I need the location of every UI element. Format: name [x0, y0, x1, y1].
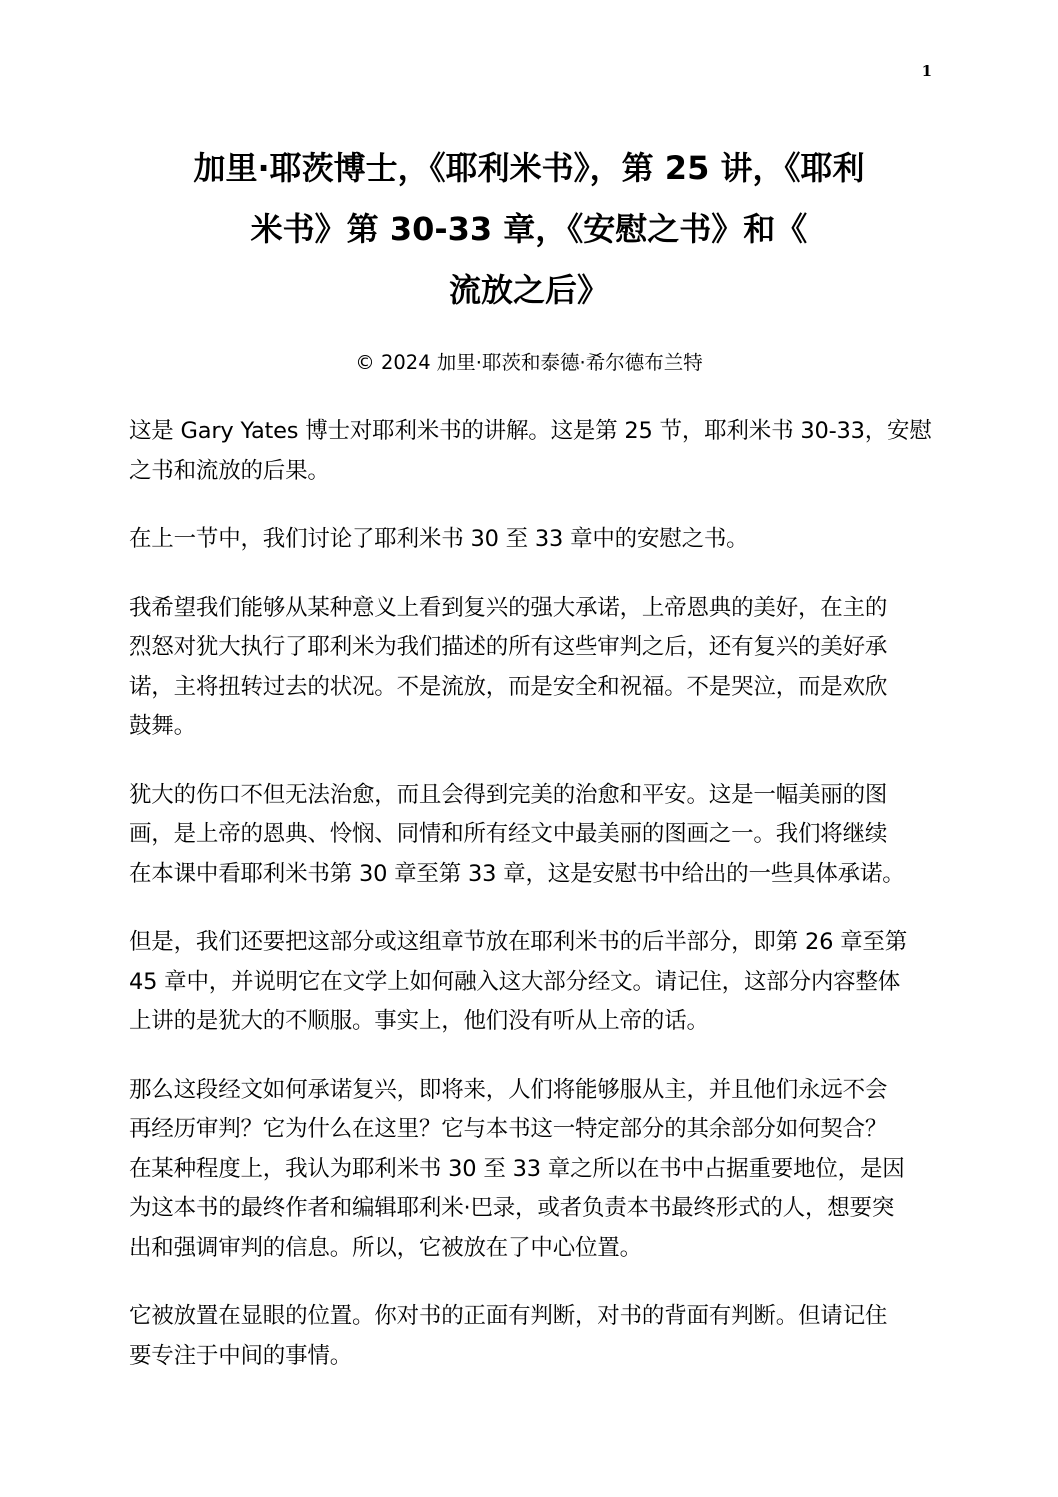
paragraph-line: 出和强调审判的信息。所以，它被放在了中心位置。 [129, 1234, 642, 1261]
paragraph-line: 为这本书的最终作者和编辑耶利米·巴录，或者负责本书最终形式的人，想要突 [129, 1195, 895, 1221]
paragraph-line: 犹大的伤口不但无法治愈，而且会得到完美的治愈和平安。这是一幅美丽的图 [129, 781, 888, 808]
paragraph-line: 再经历审判？它为什么在这里？它与本书这一特定部分的其余部分如何契合？ [129, 1116, 888, 1142]
copyright-notice: © 2024 加里·耶茨和泰德·希尔德布兰特 [355, 351, 703, 374]
paragraph [129, 923, 929, 1042]
paragraph [129, 1071, 929, 1269]
paragraph-line: 之书和流放的后果。 [129, 457, 330, 484]
paragraph-line: 我希望我们能够从某种意义上看到复兴的强大承诺，上帝恩典的美好，在主的 [129, 594, 888, 621]
paragraph-line: 但是，我们还要把这部分或这组章节放在耶利米书的后半部分，即第 26 章至第 [129, 929, 908, 955]
paragraph [129, 520, 929, 560]
document-title [110, 138, 948, 321]
paragraph-line: 它被放置在显眼的位置。你对书的正面有判断，对书的背面有判断。但请记住 [129, 1303, 888, 1329]
paragraph-line: 在上一节中，我们讨论了耶利米书 30 至 33 章中的安慰之书。 [129, 526, 749, 552]
title-line: 流放之后》 [448, 271, 609, 309]
paragraph [129, 1297, 929, 1376]
paragraph-line: 那么这段经文如何承诺复兴，即将来，人们将能够服从主，并且他们永远不会 [129, 1076, 888, 1103]
page-number: 1 [921, 62, 932, 80]
paragraph-line: 45 章中，并说明它在文学上如何融入这大部分经文。请记住，这部分内容整体 [129, 968, 901, 995]
paragraph-line: 在本课中看耶利米书第 30 章至第 33 章，这是安慰书中给出的一些具体承诺。 [129, 860, 905, 887]
paragraph-line: 在某种程度上，我认为耶利米书 30 至 33 章之所以在书中占据重要地位，是因 [129, 1155, 905, 1182]
title-line: 米书》第 30-33 章，《安慰之书》和《 [250, 210, 808, 248]
document-body [129, 412, 932, 1405]
paragraph-line: 鼓舞。 [129, 713, 196, 739]
paragraph-line: 要专注于中间的事情。 [129, 1342, 353, 1369]
paragraph [129, 412, 932, 491]
paragraph-line: 这是 Gary Yates 博士对耶利米书的讲解。这是第 25 节，耶利米书 30-33，安慰 [129, 418, 932, 444]
title-line: 加里·耶茨博士，《耶利米书》，第 25 讲，《耶利 [193, 149, 865, 187]
paragraph-line: 诺，主将扭转过去的状况。不是流放，而是安全和祝福。不是哭泣，而是欢欣 [129, 673, 888, 700]
paragraph [129, 776, 929, 895]
paragraph [129, 589, 929, 747]
paragraph-line: 烈怒对犹大执行了耶利米为我们描述的所有这些审判之后，还有复兴的美好承 [129, 634, 888, 660]
paragraph-line: 上讲的是犹大的不顺服。事实上，他们没有听从上帝的话。 [129, 1008, 709, 1034]
paragraph-line: 画，是上帝的恩典、怜悯、同情和所有经文中最美丽的图画之一。我们将继续 [129, 821, 888, 847]
